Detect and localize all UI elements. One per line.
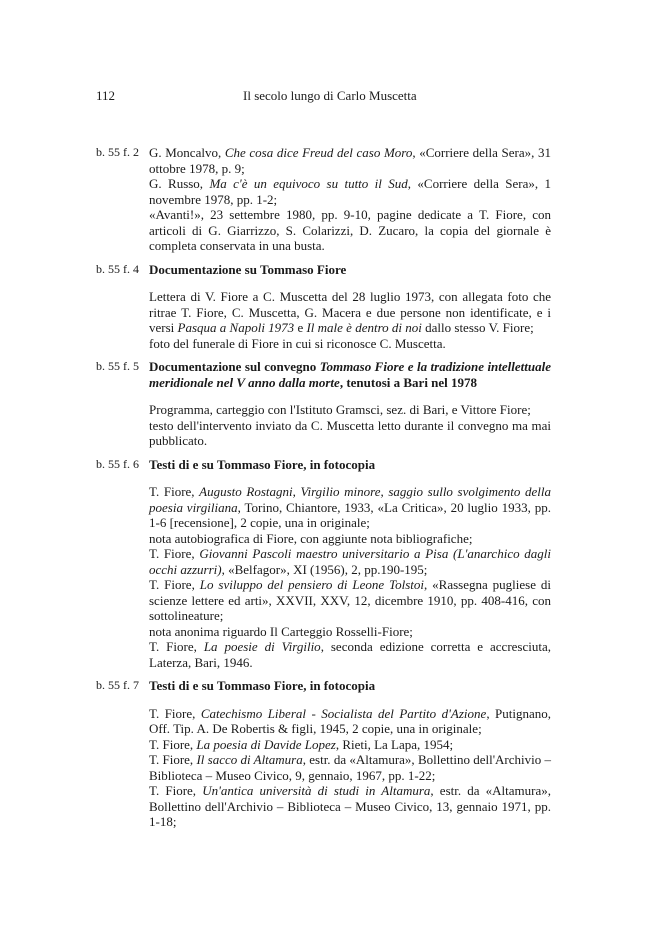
text-run: «Avanti!», 23 settembre 1980, pp. 9-10, pagine dedicate a T. Fiore, con articoli di G. Giarrizzo, S. Colarizzi, D. Zucaro, la copia del giornale è completa conservata in una busta. [149, 207, 551, 253]
text-run: , seconda edizione corretta e accresciuta, Laterza, Bari, 1946. [149, 639, 551, 670]
entry-title [149, 678, 551, 694]
shelf-location: b. 55 f. 2 [96, 145, 139, 159]
description-item [149, 484, 551, 531]
entry-title [149, 262, 551, 278]
text-run: , Rieti, La Lapa, 1954; [335, 736, 454, 752]
description-item [149, 145, 551, 176]
entry-body [149, 359, 551, 449]
entry-description [149, 706, 551, 830]
text-run: , «Corriere della Sera», 1 novembre 1978, pp. 1-2; [149, 176, 551, 207]
text-run: , tenutosi a Bari nel 1978 [339, 374, 478, 390]
archive-entry [96, 457, 551, 671]
italic-text: La poesia di Davide Lopez [196, 736, 336, 752]
description-item [149, 176, 551, 207]
page-header [96, 88, 551, 108]
text-run: T. Fiore, [149, 705, 201, 721]
entry-body [149, 457, 551, 671]
shelf-location: b. 55 f. 6 [96, 456, 139, 471]
text-run: , «Belfagor», XI (1956), 2, pp.190-195; [221, 561, 428, 577]
text-run: Documentazione sul convegno [149, 359, 320, 374]
italic-text: La poesie di Virgilio [203, 639, 321, 654]
description-item [149, 577, 551, 624]
shelf-location: b. 55 f. 5 [96, 359, 139, 373]
description-item [149, 289, 551, 336]
archive-entries [96, 145, 551, 838]
text-run: dallo stesso V. Fiore; [421, 320, 534, 335]
text-run: , estr. da «Altamura», Bollettino dell'Archivio – Biblioteca – Museo Civico, 9, gennaio, 1967, pp. 1-22; [149, 752, 552, 783]
italic-text: Che cosa dice Freud del caso Moro [224, 145, 413, 160]
italic-text: Tommaso Fiore e la tradizione intellettuale meridionale nel V anno dalla morte [149, 359, 551, 390]
entry-description [149, 402, 551, 449]
text-run: Documentazione su Tommaso Fiore [149, 261, 347, 277]
italic-text: Un'antica università di studi in Altamura [202, 783, 431, 798]
italic-text: Catechismo Liberal - Socialista del Partito d'Azione [200, 705, 487, 721]
description-item [149, 336, 551, 352]
text-run: T. Fiore, [149, 577, 200, 592]
shelf-location: b. 55 f. 4 [96, 261, 139, 276]
text-run: , Putignano, Off. Tip. A. De Robertis & figli, 1945, 2 copie, una in originale; [149, 705, 552, 736]
text-run: T. Fiore, [149, 736, 197, 752]
archive-entry [96, 359, 551, 449]
text-run: Lettera di V. Fiore a C. Muscetta del 28 luglio 1973, con allegata foto che ritrae T. Fiore, C. Muscetta, G. Macera e due persone non identificate, e i versi [149, 289, 551, 335]
italic-text: Pasqua a Napoli 1973 [177, 320, 295, 335]
description-item [149, 207, 551, 254]
text-run: e [294, 320, 307, 335]
description-item [149, 418, 551, 449]
description-item [149, 752, 551, 783]
text-run: , estr. da «Altamura», Bollettino dell'Archivio – Biblioteca – Museo Civico, 13, gennaio 1971, pp. 1-18; [149, 783, 551, 829]
archive-entry [96, 145, 551, 254]
text-run: nota anonima riguardo Il Carteggio Rosselli-Fiore; [149, 623, 413, 639]
entry-body [149, 262, 551, 352]
italic-text: Augusto Rostagni, Virgilio minore, saggio sullo svolgimento della poesia virgiliana [149, 484, 551, 515]
text-run: nota autobiografica di Fiore, con aggiunte nota bibliografiche; [149, 530, 473, 546]
entry-title [149, 359, 551, 390]
text-run: Programma, carteggio con l'Istituto Gramsci, sez. di Bari, e Vittore Fiore; [149, 402, 531, 417]
archive-entry [96, 678, 551, 830]
italic-text: Giovanni Pascoli maestro universitario a Pisa (L'anarchico dagli occhi azzurri) [149, 546, 551, 577]
description-item [149, 624, 551, 640]
italic-text: Lo sviluppo del pensiero di Leone Tolstoi [199, 577, 424, 592]
italic-text: Ma c'è un equivoco su tutto il Sud [209, 176, 408, 191]
running-title: Il secolo lungo di Carlo Muscetta [243, 88, 417, 103]
description-item [149, 402, 551, 418]
text-run: T. Fiore, [149, 752, 197, 767]
description-item [149, 783, 551, 830]
entry-description [149, 289, 551, 351]
text-run: , «Corriere della Sera», 31 ottobre 1978, p. 9; [149, 145, 551, 176]
text-run: foto del funerale di Fiore in cui si riconosce C. Muscetta. [149, 335, 446, 351]
text-run: T. Fiore, [149, 484, 200, 499]
text-run: , Torino, Chiantore, 1933, «La Critica», 20 luglio 1933, pp. 1-6 [recensione], 2 copie, una in originale; [149, 499, 551, 530]
text-run: T. Fiore, [149, 639, 204, 654]
description-item [149, 737, 551, 753]
entry-description [149, 145, 551, 254]
text-run: , «Rassegna pugliese di scienze lettere ed arti», XXVII, XXV, 12, dicembre 1910, pp. 408-416, con sottolineature; [149, 577, 551, 623]
description-item [149, 546, 551, 577]
page-number: 112 [96, 88, 116, 103]
entry-body [149, 678, 551, 830]
italic-text: Il male è dentro di noi [306, 320, 422, 335]
description-item [149, 639, 551, 670]
archive-entry [96, 262, 551, 352]
entry-description [149, 484, 551, 670]
text-run: testo dell'intervento inviato da C. Muscetta letto durante il convegno ma mai pubblicato. [149, 417, 551, 448]
text-run: G. Russo, [149, 176, 210, 191]
text-run: T. Fiore, [149, 783, 203, 798]
text-run: Testi di e su Tommaso Fiore, in fotocopia [149, 456, 376, 472]
entry-title [149, 457, 551, 473]
text-run: G. Moncalvo, [149, 145, 225, 160]
entry-body [149, 145, 551, 254]
description-item [149, 531, 551, 547]
text-run: T. Fiore, [149, 546, 200, 561]
text-run: Testi di e su Tommaso Fiore, in fotocopia [149, 678, 376, 693]
italic-text: Il sacco di Altamura [196, 752, 303, 767]
description-item [149, 706, 551, 737]
shelf-location: b. 55 f. 7 [96, 678, 139, 692]
